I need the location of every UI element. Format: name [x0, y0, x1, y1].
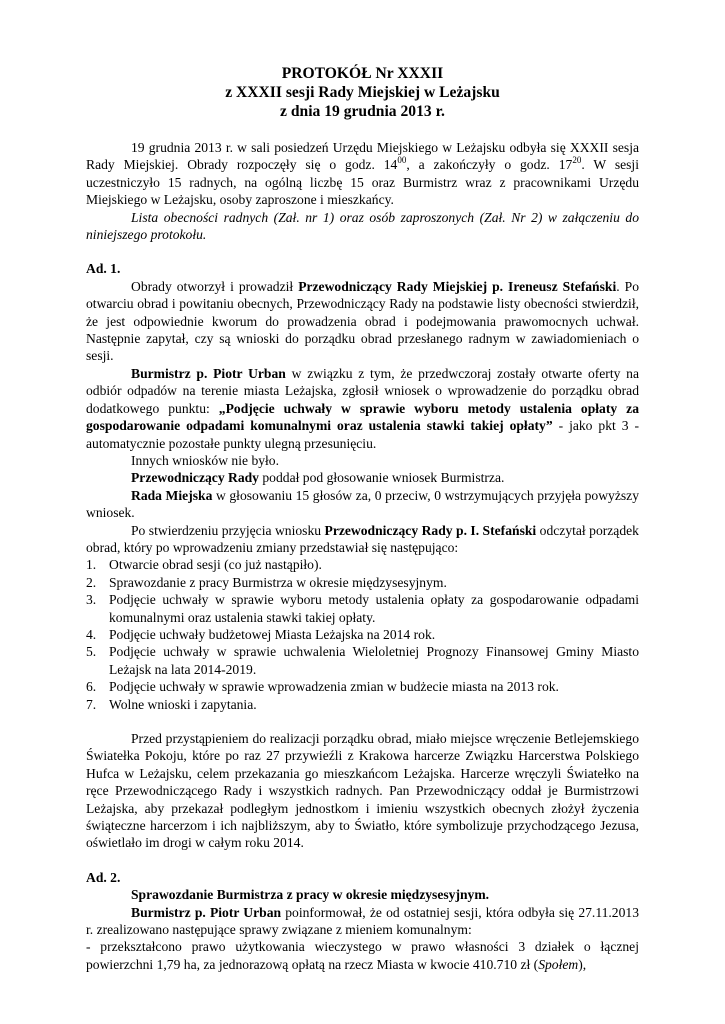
list-item: 7. Wolne wnioski i zapytania. — [86, 696, 257, 712]
ad1-heading: Ad. 1. — [86, 261, 121, 277]
session-title: z XXXII sesji Rady Miejskiej w Leżajsku — [225, 84, 500, 101]
attendance-note: Lista obecności radnych (Zał. nr 1) oraz osób zaproszonych (Zał. Nr 2) w załączeniu do niniejszego protokołu. — [86, 209, 639, 243]
list-item: 2. Sprawozdanie z pracy Burmistrza w okresie międzysesyjnym. — [86, 574, 447, 590]
list-item: 5. Podjęcie uchwały w sprawie uchwalenia Wieloletniej Prognozy Finansowej Gminy Miasto Leżajsk na lata 2014-2019. — [86, 644, 639, 677]
ad2-mayor-report: Burmistrz p. Piotr Urban poinformował, że od ostatniej sesji, która odbyła się 27.11.2013 r. zrealizowano następujące sprawy związane z mieniem komunalnym: — [86, 904, 639, 938]
ad1-no-other-motions: Innych wniosków nie było. — [131, 452, 280, 468]
list-item: 3. Podjęcie uchwały w sprawie wyboru metody ustalenia opłaty za gospodarowanie odpadami komunalnymi oraz ustalenia stawki takiej opłaty. — [86, 592, 639, 625]
ad1-agenda-intro: Po stwierdzeniu przyjęcia wniosku Przewodniczący Rady p. I. Stefański odczytał porządek obrad, który po wprowadzeniu zmiany przedstawiał się następująco: — [86, 522, 639, 555]
list-item: 4. Podjęcie uchwały budżetowej Miasta Leżajska na 2014 rok. — [86, 626, 436, 642]
list-item: 6. Podjęcie uchwały w sprawie wprowadzenia zmian w budżecie miasta na 2013 rok. — [86, 679, 559, 695]
ad1-peace-light-paragraph: Przed przystąpieniem do realizacji porządku obrad, miało miejsce wręczenie Betlejemskiego Światełka Pokoju, które po raz 27 przywieźli z Krakowa harcerze Związku Harcerstwa Polskiego Hufca w Leżajsku, celem przekazania go mieszkańcom Leżajska. Harcerze wręczyli Światełko na ręce Przewodniczącego Rady i wszystkich radnych. Pan Przewodniczący oddał je Burmistrzowi Leżajska, aby przekazał podległym jednostkom i imieniu wszystkich obecnych złożył życzenia świąteczne harcerzom i ich najbliższym, aby to Światło, które symbolizuje przychodzącego Jezusa, oświetlało im drogi w całym roku 2014. — [86, 731, 639, 851]
agenda-list — [86, 556, 639, 713]
document-title: PROTOKÓŁ Nr XXXII — [281, 65, 444, 82]
ad2-property-item: - przekształcono prawo użytkowania wieczystego w prawo własności 3 działek o łącznej powierzchni 1,79 ha, za jednorazową opłatą na rzecz Miasta w kwocie 410.710 zł (Społem), — [86, 939, 639, 972]
intro-paragraph: 19 grudnia 2013 r. w sali posiedzeń Urzędu Miejskiego w Leżajsku odbyła się XXXII sesja Rady Miejskiej. Obrady rozpoczęły się o godz. $14^{00}$, a zakończyły o godz. $17^{20}$. W sesji uczestniczyło 15 radnych, na ogólną liczbę 15 oraz Burmistrz wraz z pracownikami Urzędu Miejskiego w Leżajsku, osoby zaproszone i mieszkańcy. — [86, 140, 639, 208]
ad2-subheading: Sprawozdanie Burmistrza z pracy w okresie międzysesyjnym. — [131, 887, 490, 903]
ad1-vote-called: Przewodniczący Rady poddał pod głosowanie wniosek Burmistrza. — [131, 470, 505, 486]
ad1-opening-paragraph: Obrady otworzył i prowadził Przewodniczący Rady Miejskiej p. Ireneusz Stefański. Po otwarciu obrad i powitaniu obecnych, Przewodniczący Rady na podstawie listy obecności stwierdził, że jest odpowiednie kworum do prowadzenia obrad i podejmowania prawomocnych uchwał. Następnie zapytał, czy są wnioski do porządku obrad przesłanego radnym w zawiadomieniach o sesji. — [86, 278, 639, 364]
ad2-heading: Ad. 2. — [86, 869, 121, 885]
document-title-block — [86, 64, 639, 121]
list-item: 1. Otwarcie obrad sesji (co już nastąpiło). — [86, 557, 322, 573]
session-date: z dnia 19 grudnia 2013 r. — [280, 103, 445, 120]
ad1-mayor-motion: Burmistrz p. Piotr Urban w związku z tym, że przedwczoraj zostały otwarte oferty na odbiór odpadów na terenie miasta Leżajska, zgłosił wniosek o wprowadzenie do porządku obrad dodatkowego punktu: „Podjęcie uchwały w sprawie wyboru metody ustalenia opłaty za gospodarowanie odpadami komunalnymi oraz ustalenia stawki takiej opłaty” - jako pkt 3 - automatycznie pozostałe punkty ulegną przesunięciu. — [86, 365, 640, 451]
ad1-vote-result: Rada Miejska w głosowaniu 15 głosów za, 0 przeciw, 0 wstrzymujących przyjęła powyższy wniosek. — [86, 487, 639, 521]
